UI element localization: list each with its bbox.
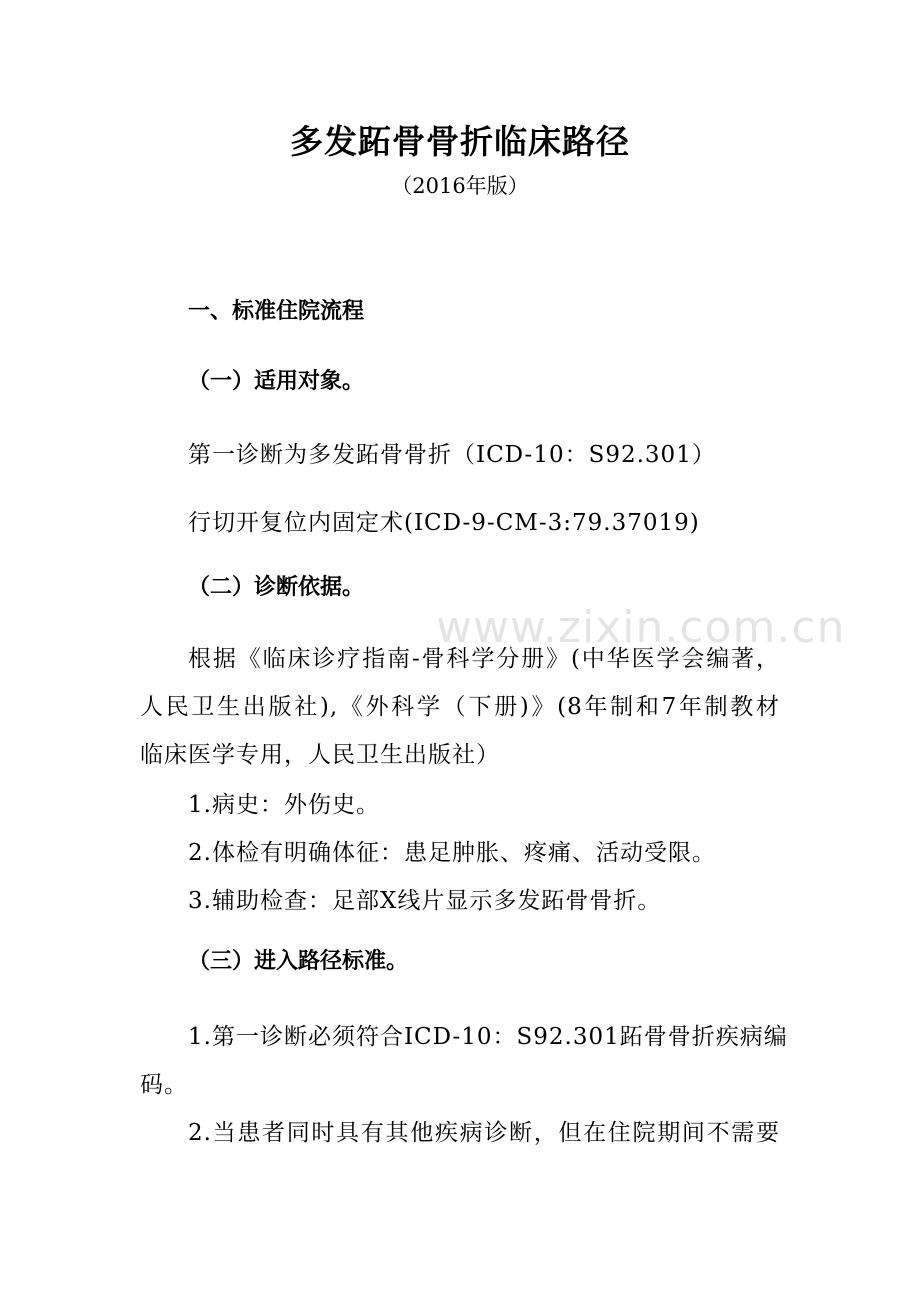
subsection-heading-1: （一）适用对象。 [188, 369, 365, 394]
list-item: 3.辅助检查：足部X线片显示多发跖骨骨折。 [188, 888, 662, 914]
paragraph-line: 临床医学专用，人民卫生出版社） [140, 742, 500, 768]
paragraph-line: 第一诊断为多发跖骨骨折（ICD-10：S92.301） [188, 442, 716, 468]
document-subtitle: （2016年版） [391, 174, 529, 198]
list-item-continuation: 码。 [140, 1072, 188, 1098]
list-item: 2.体检有明确体征：患足肿胀、疼痛、活动受限。 [188, 840, 716, 866]
document-title: 多发跖骨骨折临床路径 [290, 122, 630, 161]
section-heading-1: 一、标准住院流程 [188, 299, 365, 324]
paragraph-line: 人民卫生出版社),《外科学（下册)》(8年制和7年制教材 [140, 694, 780, 720]
list-item: 1.第一诊断必须符合ICD-10：S92.301跖骨骨折疾病编 [188, 1024, 788, 1050]
subsection-heading-2: （二）诊断依据。 [188, 575, 365, 600]
paragraph-line: 行切开复位内固定术(ICD-9-CM-3:79.37019) [188, 510, 700, 536]
list-item: 2.当患者同时具有其他疾病诊断，但在住院期间不需要 [188, 1120, 780, 1146]
subsection-heading-3: （三）进入路径标准。 [188, 949, 409, 974]
list-item: 1.病史：外伤史。 [188, 792, 380, 818]
paragraph-line: 根据《临床诊疗指南-骨科学分册》(中华医学会编著， [188, 646, 780, 672]
watermark: www.zixin.com.cn [436, 602, 846, 653]
